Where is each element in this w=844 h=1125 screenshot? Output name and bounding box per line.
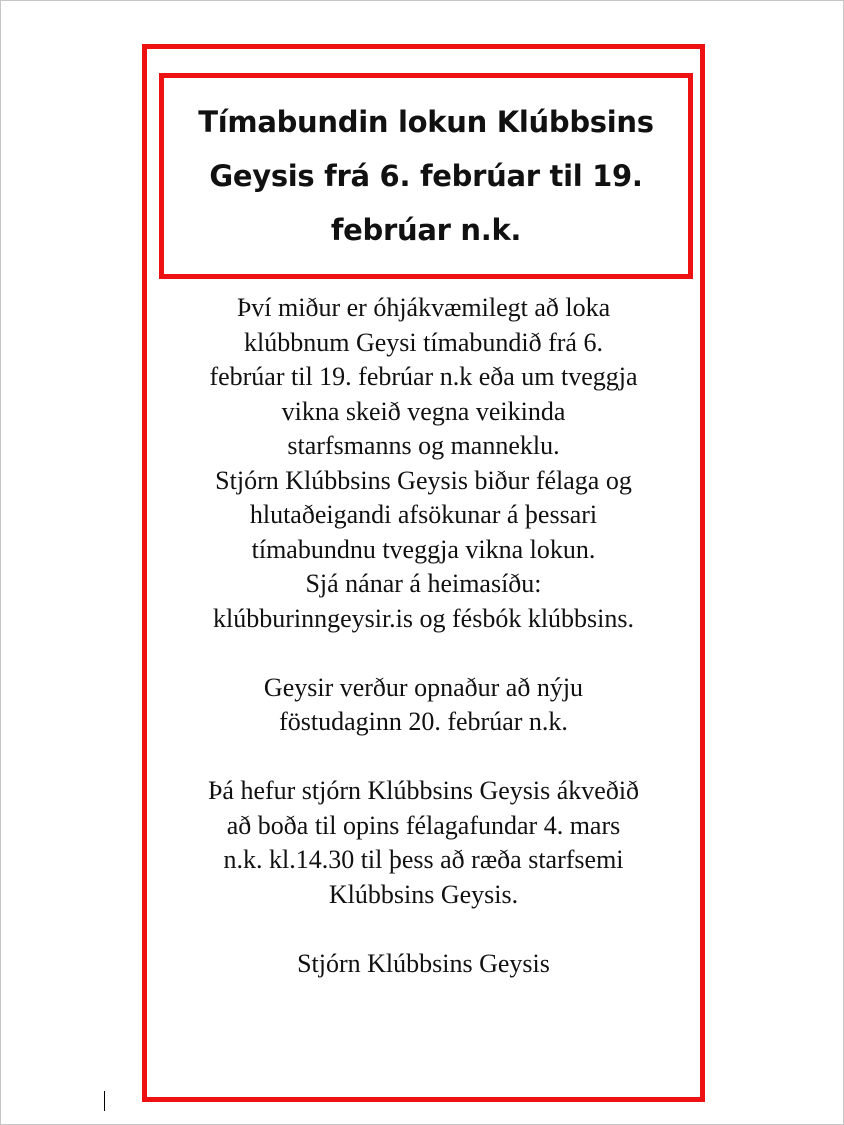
reopening-paragraph [147,671,700,740]
body-line: klúbburinngeysir.is og fésbók klúbbsins. [212,603,635,633]
body-line: föstudaginn 20. febrúar n.k. [279,707,568,736]
paragraph-spacer [147,636,700,671]
body-line: hlutaðeigandi afsökunar á þessari [249,500,598,529]
title-line: Tímabundin lokun Klúbbsins [198,105,654,139]
title-line: Geysis frá 6. febrúar til 19. [209,159,643,193]
body-line: n.k. kl.14.30 til þess að ræða starfsemi [223,845,624,874]
body-line: Því miður er óhjákvæmilegt að loka [236,293,611,322]
meeting-paragraph [147,774,700,912]
notice-title-box [159,73,693,279]
body-line: klúbbnum Geysi tímabundið frá 6. [244,327,603,357]
notice-title [198,95,653,257]
body-line: Sjá nánar á heimasíðu: [305,569,542,598]
body-line: tímabundnu tveggja vikna lokun. [251,534,596,564]
notice-outer-frame [142,44,705,1102]
closure-paragraph [147,291,700,636]
body-line: Þá hefur stjórn Klúbbsins Geysis ákveðið [207,776,640,805]
body-line: að boða til opins félagafundar 4. mars [226,810,621,840]
signature: Stjórn Klúbbsins Geysis [297,948,550,978]
body-line: febrúar til 19. febrúar n.k eða um tveggja [209,362,638,391]
paragraph-spacer [147,912,700,947]
title-line: febrúar n.k. [330,213,522,247]
body-line: starfsmanns og manneklu. [287,431,560,460]
notice-body [147,291,700,981]
body-line: vikna skeið vegna veikinda [281,396,566,426]
body-line: Stjórn Klúbbsins Geysis biður félaga og [215,465,632,495]
paragraph-spacer [147,740,700,775]
body-line: Geysir verður opnaður að nýju [263,672,584,702]
body-line: Klúbbsins Geysis. [328,879,519,909]
text-cursor [104,1091,105,1111]
